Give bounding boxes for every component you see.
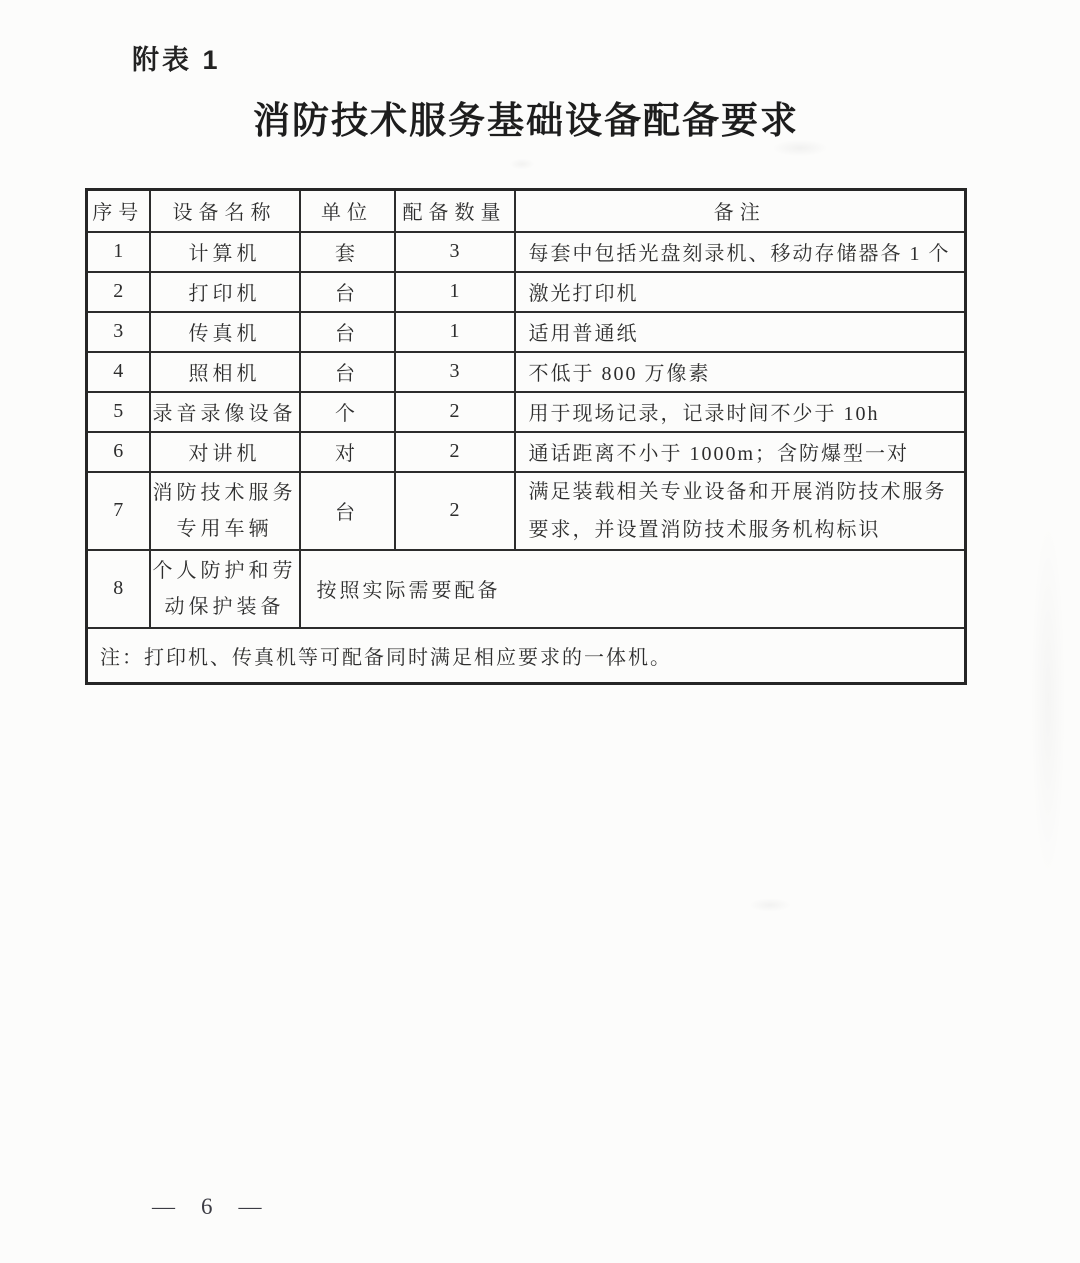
cell-name: 计算机 bbox=[150, 232, 300, 272]
table-row bbox=[87, 312, 966, 352]
cell-name bbox=[150, 550, 300, 628]
column-header-no: 序号 bbox=[87, 190, 150, 232]
cell-unit: 套 bbox=[300, 232, 395, 272]
cell-no: 7 bbox=[87, 472, 150, 550]
column-header-remark: 备注 bbox=[515, 190, 966, 232]
cell-no: 8 bbox=[87, 550, 150, 628]
table-row bbox=[87, 352, 966, 392]
cell-no: 5 bbox=[87, 392, 150, 432]
cell-qty: 3 bbox=[395, 352, 515, 392]
page-number: 6 bbox=[201, 1194, 213, 1219]
equipment-table bbox=[85, 188, 967, 685]
cell-qty: 2 bbox=[395, 472, 515, 550]
page-footer bbox=[152, 1194, 262, 1220]
table-header-row bbox=[87, 190, 966, 232]
footer-dash-left: — bbox=[152, 1194, 175, 1219]
cell-remark: 适用普通纸 bbox=[515, 312, 966, 352]
cell-name-line: 消防技术服务 bbox=[152, 481, 297, 504]
attachment-label: 附表 1 bbox=[132, 45, 221, 75]
column-header-name: 设备名称 bbox=[150, 190, 300, 232]
cell-name: 打印机 bbox=[150, 272, 300, 312]
cell-name: 对讲机 bbox=[150, 432, 300, 472]
cell-no: 6 bbox=[87, 432, 150, 472]
table-row bbox=[87, 232, 966, 272]
cell-unit: 个 bbox=[300, 392, 395, 432]
cell-qty: 1 bbox=[395, 272, 515, 312]
cell-remark: 用于现场记录，记录时间不少于 10h bbox=[515, 392, 966, 432]
cell-no: 3 bbox=[87, 312, 150, 352]
cell-unit: 台 bbox=[300, 312, 395, 352]
cell-qty: 1 bbox=[395, 312, 515, 352]
cell-unit: 台 bbox=[300, 472, 395, 550]
cell-name: 照相机 bbox=[150, 352, 300, 392]
column-header-unit: 单位 bbox=[300, 190, 395, 232]
cell-no: 4 bbox=[87, 352, 150, 392]
cell-qty: 2 bbox=[395, 392, 515, 432]
cell-name-line: 动保护装备 bbox=[164, 595, 285, 618]
column-header-qty: 配备数量 bbox=[395, 190, 515, 232]
cell-name-line: 个人防护和劳 bbox=[152, 559, 297, 582]
cell-no: 1 bbox=[87, 232, 150, 272]
table-note-row bbox=[87, 628, 966, 684]
table-row bbox=[87, 432, 966, 472]
table-row bbox=[87, 472, 966, 550]
cell-remark: 不低于 800 万像素 bbox=[515, 352, 966, 392]
cell-qty: 2 bbox=[395, 432, 515, 472]
table-row bbox=[87, 550, 966, 628]
footer-dash-right: — bbox=[238, 1194, 262, 1219]
cell-name-line: 专用车辆 bbox=[176, 517, 273, 540]
table-row bbox=[87, 272, 966, 312]
cell-remark: 满足装载相关专业设备和开展消防技术服务要求，并设置消防技术服务机构标识 bbox=[515, 472, 966, 550]
cell-name: 传真机 bbox=[150, 312, 300, 352]
table-note: 注：打印机、传真机等可配备同时满足相应要求的一体机。 bbox=[87, 628, 966, 684]
document-title: 消防技术服务基础设备配备要求 bbox=[253, 101, 799, 142]
cell-remark: 激光打印机 bbox=[515, 272, 966, 312]
cell-unit: 对 bbox=[300, 432, 395, 472]
cell-remark: 每套中包括光盘刻录机、移动存储器各 1 个 bbox=[515, 232, 966, 272]
cell-unit: 台 bbox=[300, 352, 395, 392]
cell-qty: 3 bbox=[395, 232, 515, 272]
cell-remark: 通话距离不小于 1000m；含防爆型一对 bbox=[515, 432, 966, 472]
cell-no: 2 bbox=[87, 272, 150, 312]
cell-name bbox=[150, 472, 300, 550]
table-row bbox=[87, 392, 966, 432]
cell-name: 录音录像设备 bbox=[150, 392, 300, 432]
cell-unit: 台 bbox=[300, 272, 395, 312]
cell-merged-remark: 按照实际需要配备 bbox=[300, 550, 966, 628]
